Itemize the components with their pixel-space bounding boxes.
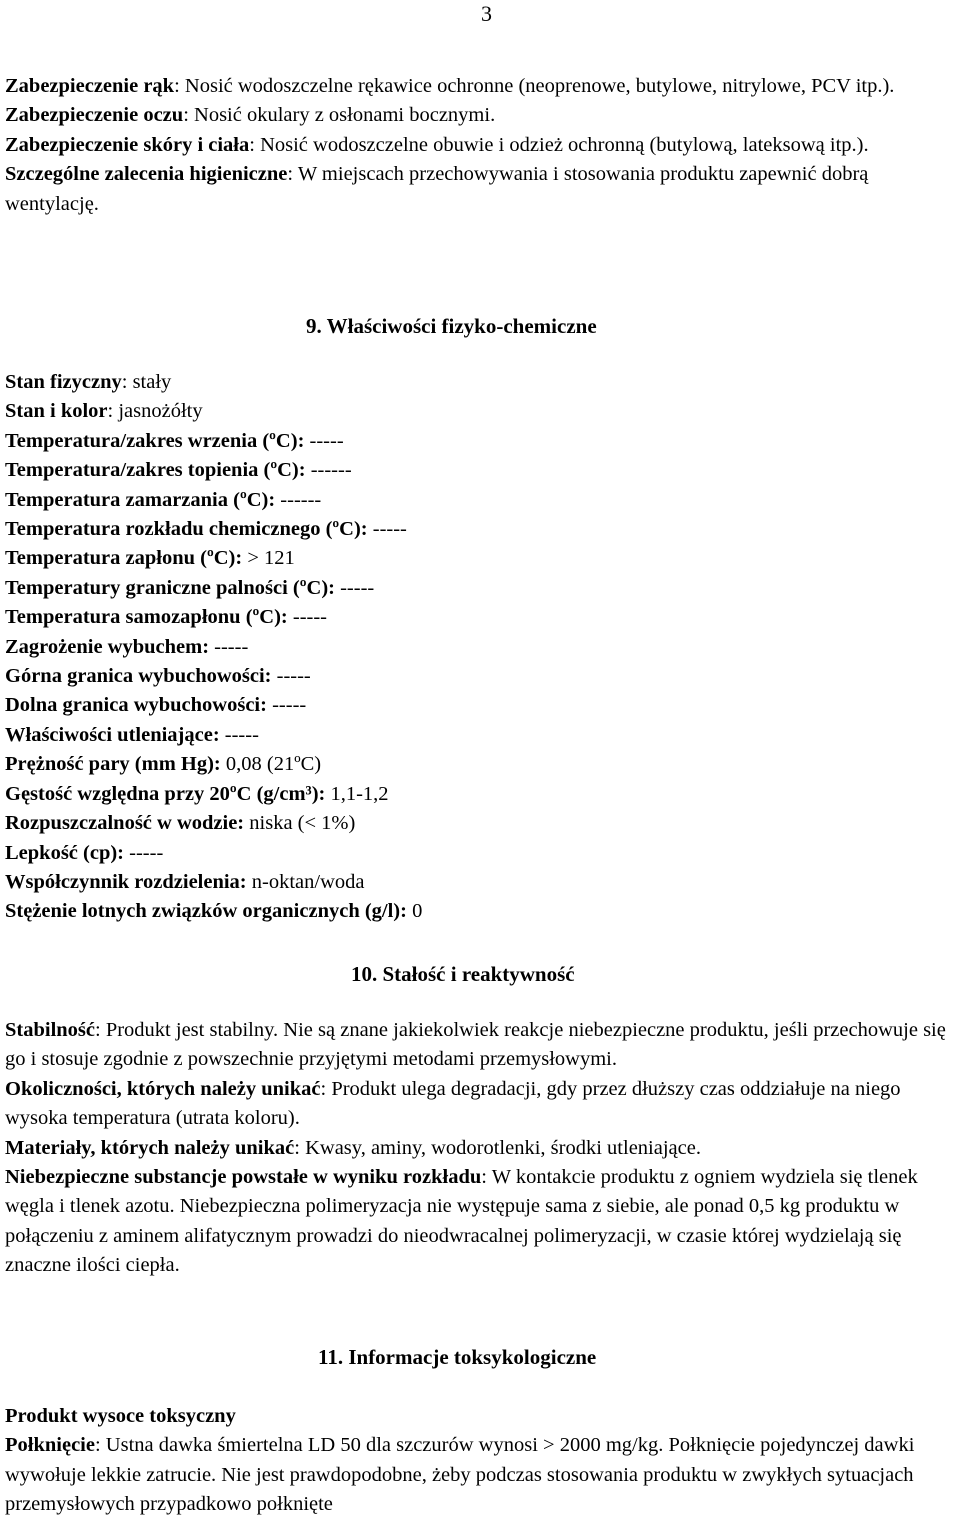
label: Zabezpieczenie rąk [5,75,175,97]
property-row: Stan fizyczny: stały [5,371,172,393]
property-row: Stężenie lotnych związków organicznych (g/l): 0 [5,900,423,923]
property-row: Dolna granica wybuchowości: ----- [5,694,307,717]
paragraph-stability: Stabilność: Produkt jest stabilny. Nie są znane jakiekolwiek reakcje niebezpieczne produktu, jeśli przechowuje się go i stosuje zgodnie z powszechnie przyjętymi metodami przemysłowymi. [5,1019,946,1071]
section-11-title: 11. Informacje toksykologiczne [318,1345,597,1369]
property-row: Rozpuszczalność w wodzie: niska (< 1%) [5,812,356,835]
properties-list [5,368,955,927]
property-row: Stan i kolor: jasnożółty [5,400,203,423]
paragraph-decomposition: Niebezpieczne substancje powstałe w wyniku rozkładu: W kontakcie produktu z ogniem wydziela się tlenek węgla i tlenek azotu. Niebezpieczna polimeryzacja nie występuje sama z siebie, ale ponad 0,5 kg produktu w połączeniu z aminem alifatycznym prowadzi do nieodwracalnej polimeryzacji, w czasie której wydzielają się znaczne ilości ciepła. [5,1166,918,1277]
section-11-body [5,1402,955,1520]
property-row: Gęstość względna przy 20ºC (g/cm³): 1,1-1,2 [5,782,389,805]
section-10-body [5,1016,955,1281]
property-row: Prężność pary (mm Hg): 0,08 (21ºC) [5,753,322,776]
property-row: Temperatura rozkładu chemicznego (ºC): ----- [5,518,407,541]
page-number: 3 [481,1,492,26]
property-row: Zagrożenie wybuchem: ----- [5,635,249,658]
protection-skin: Zabezpieczenie skóry i ciała: Nosić wodoszczelne obuwie i odzież ochronną (butylową, lateksową itp.). [5,133,869,156]
property-row: Górna granica wybuchowości: ----- [5,665,311,688]
protection-block [5,72,955,219]
text: Nosić okulary z osłonami bocznymi. [194,104,496,127]
property-row: Temperatura/zakres wrzenia (ºC): ----- [5,429,344,452]
property-row: Właściwości utleniające: ----- [5,723,259,746]
label: Zabezpieczenie oczu [5,104,184,127]
text: W miejscach przechowywania i stosowania produktu zapewnić dobrą wentylację. [5,163,869,215]
text: Nosić wodoszczelne rękawice ochronne (neoprenowe, butylowe, nitrylowe, PCV itp.). [184,75,895,97]
section-11-subtitle: Produkt wysoce toksyczny [5,1405,236,1427]
paragraph-ingestion: Połknięcie: Ustna dawka śmiertelna LD 50 dla szczurów wynosi > 2000 mg/kg. Połknięcie pojedynczej dawki wywołuje lekkie zatrucie. Nie jest prawdopodobne, żeby podczas stosowania produktu w zwykłych sytuacjach przemysłowych przypadkowo połknięte [5,1434,915,1516]
text: Nosić wodoszczelne obuwie i odzież ochronną (butylową, lateksową itp.). [260,133,869,156]
protection-hygiene: Szczególne zalecenia higieniczne: W miejscach przechowywania i stosowania produktu zapewnić dobrą wentylację. [5,163,869,215]
section-9-title: 9. Właściwości fizyko-chemiczne [306,314,597,338]
property-row: Współczynnik rozdzielenia: n-oktan/woda [5,870,365,893]
property-row: Temperatury graniczne palności (ºC): ----- [5,576,375,599]
label: Szczególne zalecenia higieniczne [5,163,288,186]
protection-hands: Zabezpieczenie rąk: Nosić wodoszczelne rękawice ochronne (neoprenowe, butylowe, nitrylowe, PCV itp.). [5,75,895,97]
property-row: Temperatura zamarzania (ºC): ------ [5,488,322,511]
label: Zabezpieczenie skóry i ciała [5,133,250,156]
protection-eyes: Zabezpieczenie oczu: Nosić okulary z osłonami bocznymi. [5,104,496,127]
paragraph-materials: Materiały, których należy unikać: Kwasy, aminy, wodorotlenki, środki utleniające. [5,1136,701,1159]
property-row: Temperatura samozapłonu (ºC): ----- [5,606,328,629]
property-row: Temperatura/zakres topienia (ºC): ------ [5,459,352,482]
paragraph-conditions: Okoliczności, których należy unikać: Produkt ulega degradacji, gdy przez dłuższy czas oddziałuje na niego wysoka temperatura (utrata koloru). [5,1077,901,1130]
property-row: Temperatura zapłonu (ºC): > 121 [5,547,295,570]
section-10-title: 10. Stałość i reaktywność [351,962,575,986]
property-row: Lepkość (cp): ----- [5,841,164,864]
